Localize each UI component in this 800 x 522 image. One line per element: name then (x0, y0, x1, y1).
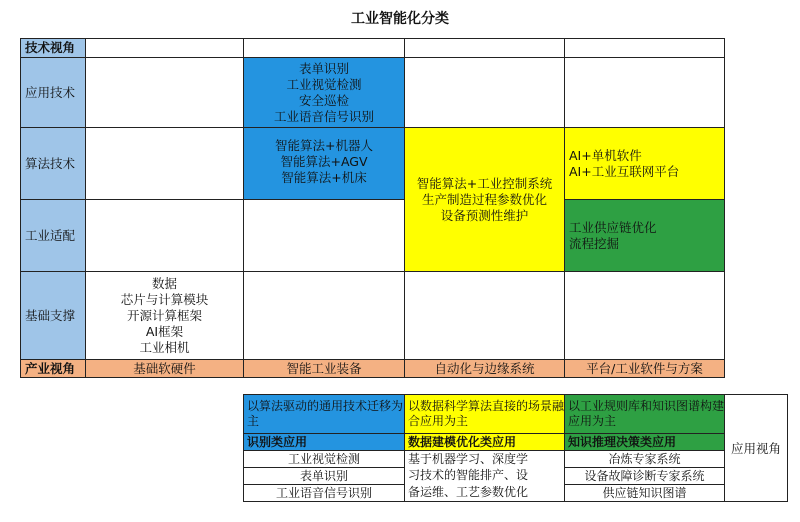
modeling-item: 基于机器学习、深度学 (408, 451, 529, 466)
foundation-item: 芯片与计算模块 (120, 291, 209, 307)
reasoning-item: 供应链知识图谱 (564, 484, 725, 502)
page-title: 工业智能化分类 (351, 11, 449, 27)
empty-cell (564, 38, 725, 58)
reasoning-description (564, 394, 725, 434)
modeling-item: 备运维、工艺参数优化 (408, 485, 529, 500)
empty-cell (85, 57, 244, 128)
empty-cell (404, 57, 565, 128)
identification-item: 表单识别 (243, 467, 405, 485)
platform-adaptation-item: 流程挖掘 (569, 235, 620, 251)
foundation-item: AI框架 (145, 323, 184, 339)
automation-item: 智能算法+工业控制系统 (416, 175, 553, 191)
modeling-header: 数据建模优化类应用 (404, 433, 565, 451)
algorithm-equipment-item: 智能算法+机器人 (275, 138, 373, 153)
industry-column-label: 自动化与边缘系统 (404, 359, 565, 378)
application-tech-item: 安全巡检 (298, 92, 349, 108)
row-label-algorithm-tech: 算法技术 (20, 127, 86, 200)
row-label-industrial-adaptation: 工业适配 (20, 199, 86, 272)
identification-item: 工业视觉检测 (243, 450, 405, 468)
automation-item: 生产制造过程参数优化 (421, 191, 547, 207)
reasoning-item: 设备故障诊断专家系统 (564, 467, 725, 485)
reasoning-header: 知识推理决策类应用 (564, 433, 725, 451)
reasoning-item: 冶炼专家系统 (564, 450, 725, 468)
automation-items-cell (404, 127, 565, 272)
empty-cell (85, 199, 244, 272)
algorithm-equipment-item: 智能算法+机床 (281, 170, 367, 185)
identification-header: 识别类应用 (243, 433, 405, 451)
modeling-items-cell (404, 450, 565, 502)
application-view-label: 应用视角 (724, 394, 788, 502)
empty-cell (243, 38, 405, 58)
application-tech-item: 工业视觉检测 (286, 76, 362, 92)
foundation-items-cell (85, 271, 244, 360)
platform-algorithm-item: AI+工业互联网平台 (569, 163, 680, 179)
foundation-item: 开源计算框架 (126, 307, 202, 323)
modeling-description (404, 394, 565, 434)
platform-algorithm-items-cell (564, 127, 725, 200)
empty-cell (404, 38, 565, 58)
foundation-item: 数据 (151, 275, 177, 291)
row-label-foundation: 基础支撑 (20, 271, 86, 360)
empty-cell (243, 199, 405, 272)
modeling-item: 习技术的智能排产、设 (408, 468, 529, 483)
empty-cell (564, 271, 725, 360)
identification-item: 工业语音信号识别 (243, 484, 405, 502)
identification-description (243, 394, 405, 434)
foundation-item: 工业相机 (139, 339, 190, 355)
row-label-application-tech: 应用技术 (20, 57, 86, 128)
algorithm-equipment-items-cell (243, 127, 405, 200)
empty-cell (85, 127, 244, 200)
platform-adaptation-items-cell (564, 199, 725, 272)
application-tech-item: 表单识别 (298, 60, 349, 76)
industry-view-header: 产业视角 (20, 359, 86, 378)
description-text: 以数据科学算法直接的场景融合应用为主 (408, 399, 565, 428)
industry-column-label: 智能工业装备 (243, 359, 405, 378)
algorithm-equipment-item: 智能算法+AGV (280, 154, 368, 169)
automation-item: 设备预测性维护 (440, 207, 529, 223)
application-tech-item: 工业语音信号识别 (273, 108, 374, 124)
industry-column-label: 基础软硬件 (85, 359, 244, 378)
industry-column-label: 平台/工业软件与方案 (564, 359, 725, 378)
tech-view-header: 技术视角 (20, 38, 86, 58)
empty-cell (85, 38, 244, 58)
empty-cell (404, 271, 565, 360)
application-tech-items-cell (243, 57, 405, 128)
empty-cell (243, 271, 405, 360)
platform-algorithm-item: AI+单机软件 (569, 147, 642, 163)
description-text: 以工业规则库和知识图谱构建应用为主 (568, 399, 725, 428)
platform-adaptation-item: 工业供应链优化 (569, 219, 657, 235)
empty-cell (564, 57, 725, 128)
description-text: 以算法驱动的通用技术迁移为主 (247, 399, 404, 428)
